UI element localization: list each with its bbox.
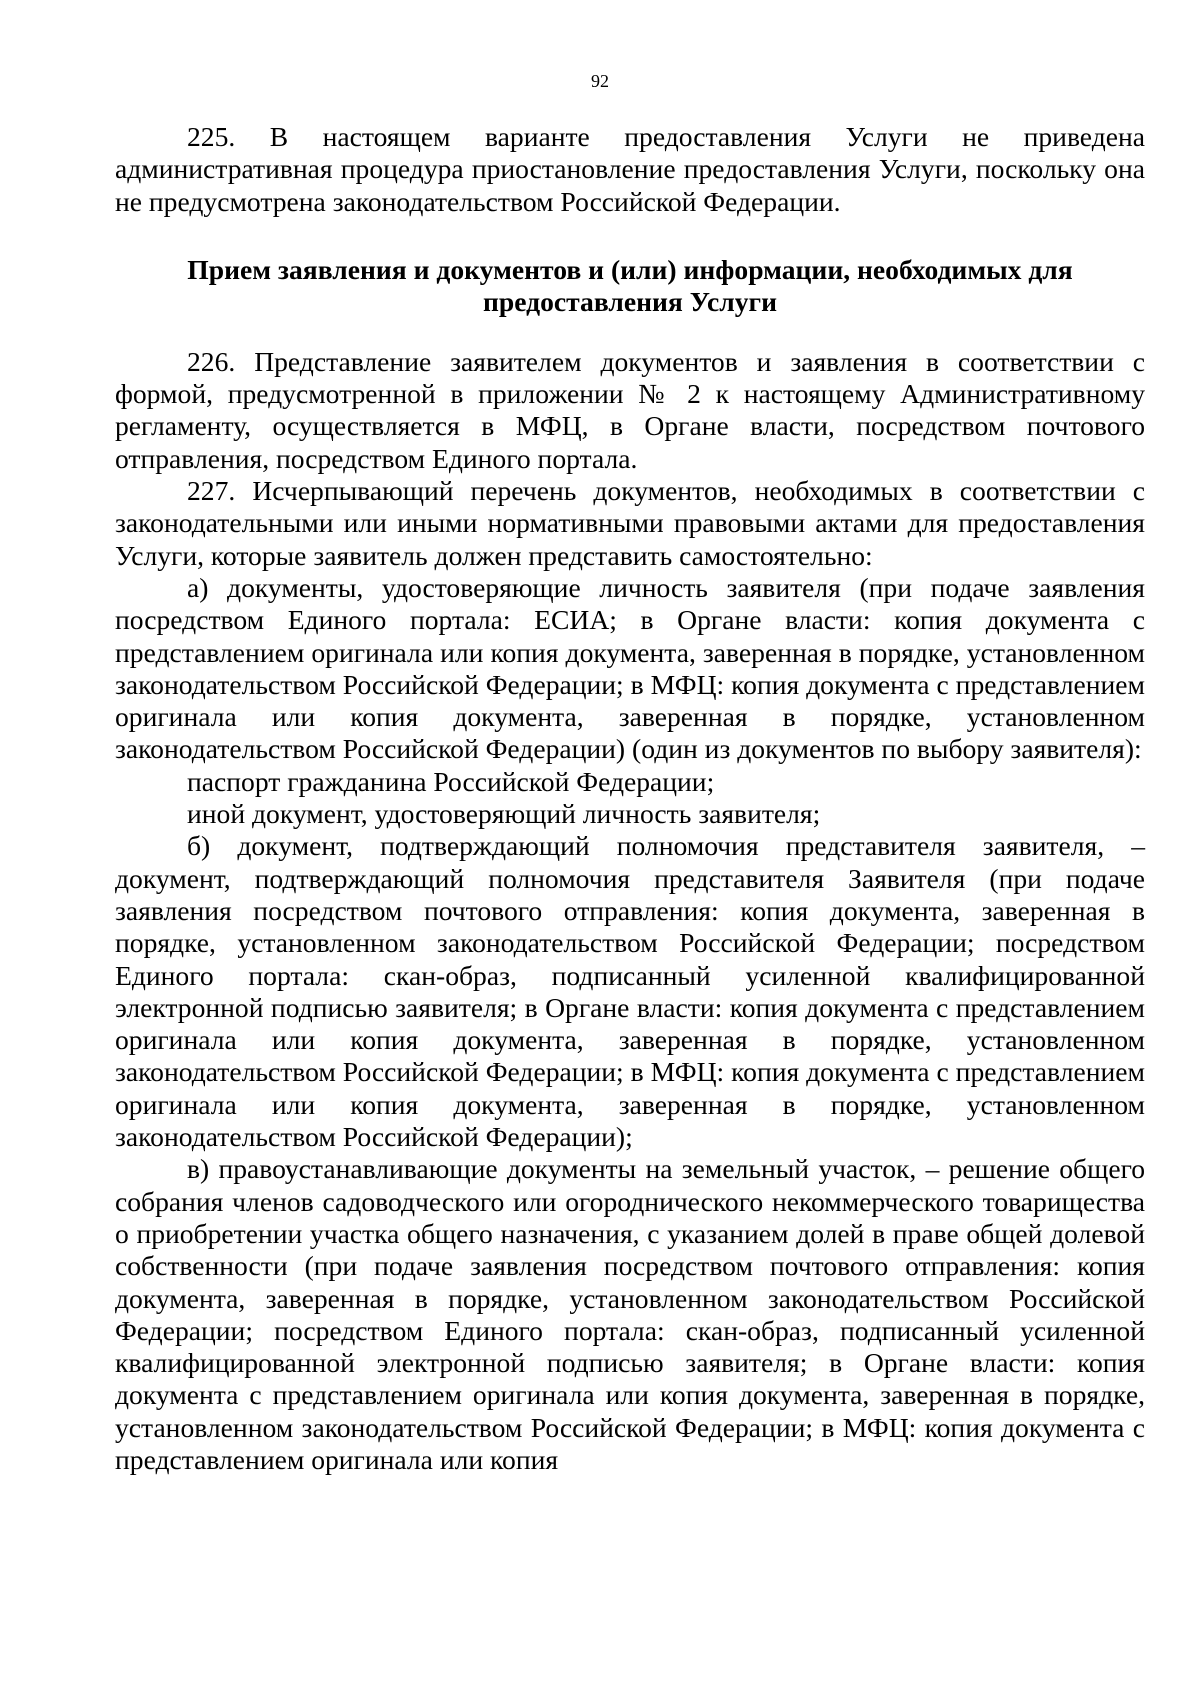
list-item-v: в) правоустанавливающие документы на земельный участок, – решение общего собрания членов садоводческого или огороднического некоммерческого товарищества о приобретении участка общего назначения, с указанием долей в праве общей долевой собственности (при подаче заявления посредством почтового отправления: копия документа, заверенная в порядке, установленном законодательством Российской Федерации; посредством Единого портала: скан-образ, подписанный усиленной квалифицированной электронной подписью заявителя; в Органе власти: копия документа с представлением оригинала или копия документа, заверенная в порядке, установленном законодательством Российской Федерации; в МФЦ: копия документа с представлением оригинала или копия bbox=[115, 1153, 1145, 1475]
section-heading bbox=[115, 254, 1145, 318]
document-body bbox=[115, 121, 1145, 1476]
paragraph-227: 227. Исчерпывающий перечень документов, необходимых в соответствии с законодательными или иными нормативными правовыми актами для предоставления Услуги, которые заявитель должен представить самостоятельно: bbox=[115, 475, 1145, 571]
paragraph-226: 226. Представление заявителем документов и заявления в соответствии с формой, предусмотренной в приложении № 2 к настоящему Административному регламенту, осуществляется в МФЦ, в Органе власти, посредством почтового отправления, посредством Единого портала. bbox=[115, 345, 1145, 474]
list-item-a: а) документы, удостоверяющие личность заявителя (при подаче заявления посредством Единого портала: ЕСИА; в Органе власти: копия документа с представлением оригинала или копия документа, заверенная в порядке, установленном законодательством Российской Федерации; в МФЦ: копия документа с представлением оригинала или копия документа, заверенная в порядке, установленном законодательством Российской Федерации) (один из документов по выбору заявителя): bbox=[115, 571, 1145, 765]
section-heading-line-1: Прием заявления и документов и (или) информации, необходимых для bbox=[187, 253, 1073, 285]
section-heading-line-2: предоставления Услуги bbox=[483, 285, 777, 317]
paragraph-225: 225. В настоящем варианте предоставления Услуги не приведена административная процедура приостановление предоставления Услуги, поскольку она не предусмотрена законодательством Российской Федерации. bbox=[115, 121, 1145, 217]
list-item-b: б) документ, подтверждающий полномочия представителя заявителя, – документ, подтверждающий полномочия представителя Заявителя (при подаче заявления посредством почтового отправления: копия документа, заверенная в порядке, установленном законодательством Российской Федерации; посредством Единого портала: скан-образ, подписанный усиленной квалифицированной электронной подписью заявителя; в Органе власти: копия документа с представлением оригинала или копия документа, заверенная в порядке, установленном законодательством Российской Федерации; в МФЦ: копия документа с представлением оригинала или копия документа, заверенная в порядке, установленном законодательством Российской Федерации); bbox=[115, 830, 1145, 1153]
list-subitem-other-document: иной документ, удостоверяющий личность заявителя; bbox=[187, 798, 821, 830]
page-number: 92 bbox=[591, 71, 609, 91]
list-subitem-passport: паспорт гражданина Российской Федерации; bbox=[187, 765, 715, 797]
